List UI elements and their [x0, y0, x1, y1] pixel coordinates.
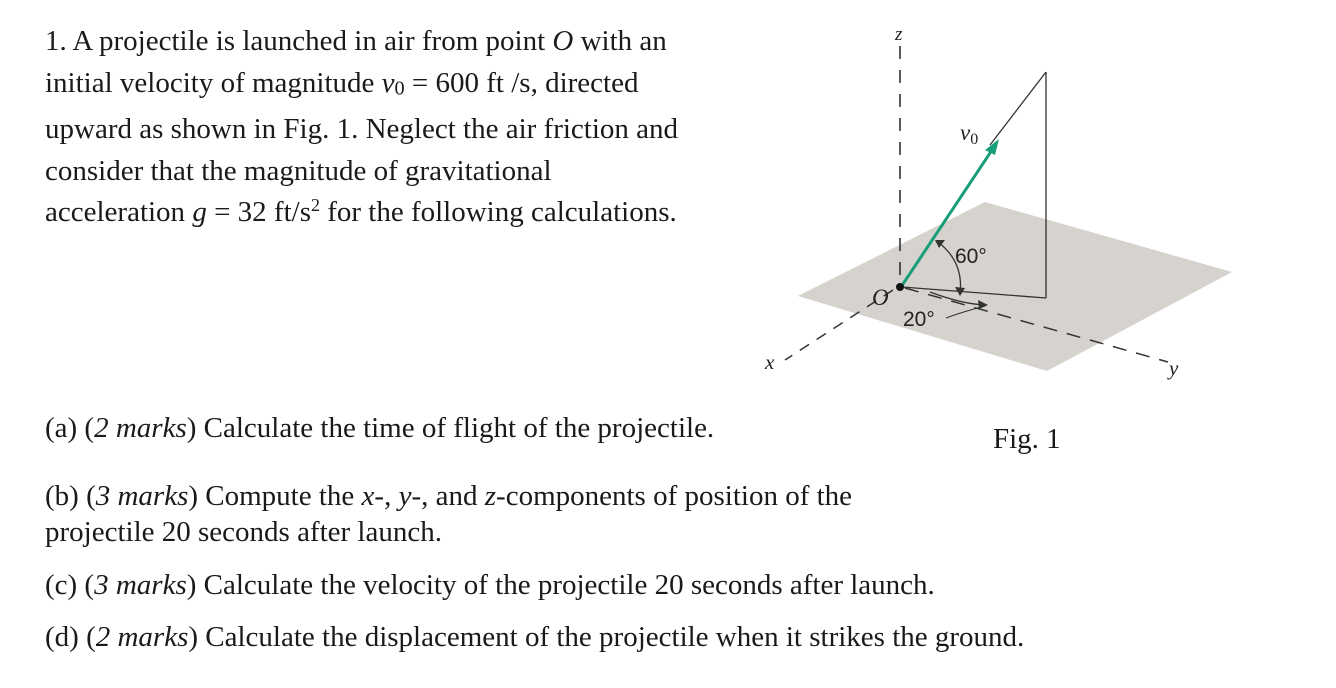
direction-line: [990, 72, 1046, 145]
intro-text: = 600 ft /s, directed: [404, 66, 639, 99]
elevation-angle-label: 60°: [955, 245, 987, 268]
squared-superscript: 2: [310, 195, 320, 216]
question-prefix: (b) (: [45, 480, 96, 512]
y-axis-label: y: [1169, 356, 1179, 380]
origin-label: O: [872, 285, 889, 310]
intro-text: for the following calculations.: [319, 196, 677, 229]
question-marks: 2 marks: [95, 621, 189, 653]
intro-text: = 32 ft/s: [206, 196, 311, 229]
question-prefix: (a) (: [45, 412, 95, 444]
intro-line-3: upward as shown in Fig. 1. Neglect the air friction and: [45, 113, 679, 146]
v0-label: [960, 120, 978, 148]
question-text: ) Calculate the time of flight of the projectile.: [186, 412, 715, 444]
question-marks: 2 marks: [94, 412, 187, 444]
y-symbol: y: [398, 480, 412, 512]
figure-caption: Fig. 1: [993, 423, 1061, 455]
z-axis-label: z: [895, 24, 903, 45]
question-prefix: (c) (: [45, 569, 95, 601]
v0-subscript: 0: [394, 76, 405, 99]
intro-line-4: consider that the magnitude of gravitational: [45, 154, 552, 187]
v0-label-sub: 0: [970, 131, 979, 148]
intro-text: acceleration: [45, 196, 193, 229]
v0-label-v: v: [960, 120, 971, 145]
x-axis-label: x: [765, 350, 775, 374]
question-text: ) Calculate the displacement of the projectile when it strikes the ground.: [188, 621, 1025, 653]
question-text: ) Compute the: [188, 480, 362, 512]
question-marks: 3 marks: [94, 569, 187, 601]
question-text: -, and: [411, 480, 485, 512]
v0-symbol: v: [381, 66, 395, 99]
origin-point: [896, 283, 904, 291]
intro-text: with an: [573, 25, 667, 57]
question-b-line-2: projectile 20 seconds after launch.: [45, 516, 442, 548]
question-text: ) Calculate the velocity of the projectile 20 seconds after launch.: [186, 569, 935, 601]
z-symbol: z: [484, 480, 497, 512]
intro-text: initial velocity of magnitude: [45, 66, 382, 99]
intro-text: 1. A projectile is launched in air from point: [45, 25, 553, 57]
question-prefix: (d) (: [45, 621, 96, 653]
question-marks: 3 marks: [95, 480, 189, 512]
azimuth-angle-label: 20°: [903, 308, 935, 331]
ground-plane: [798, 202, 1232, 371]
question-text: -,: [374, 480, 399, 512]
g-symbol: g: [192, 196, 207, 229]
point-o-symbol: O: [552, 25, 574, 57]
question-text: -components of position of the: [496, 480, 853, 512]
x-symbol: x: [361, 480, 375, 512]
